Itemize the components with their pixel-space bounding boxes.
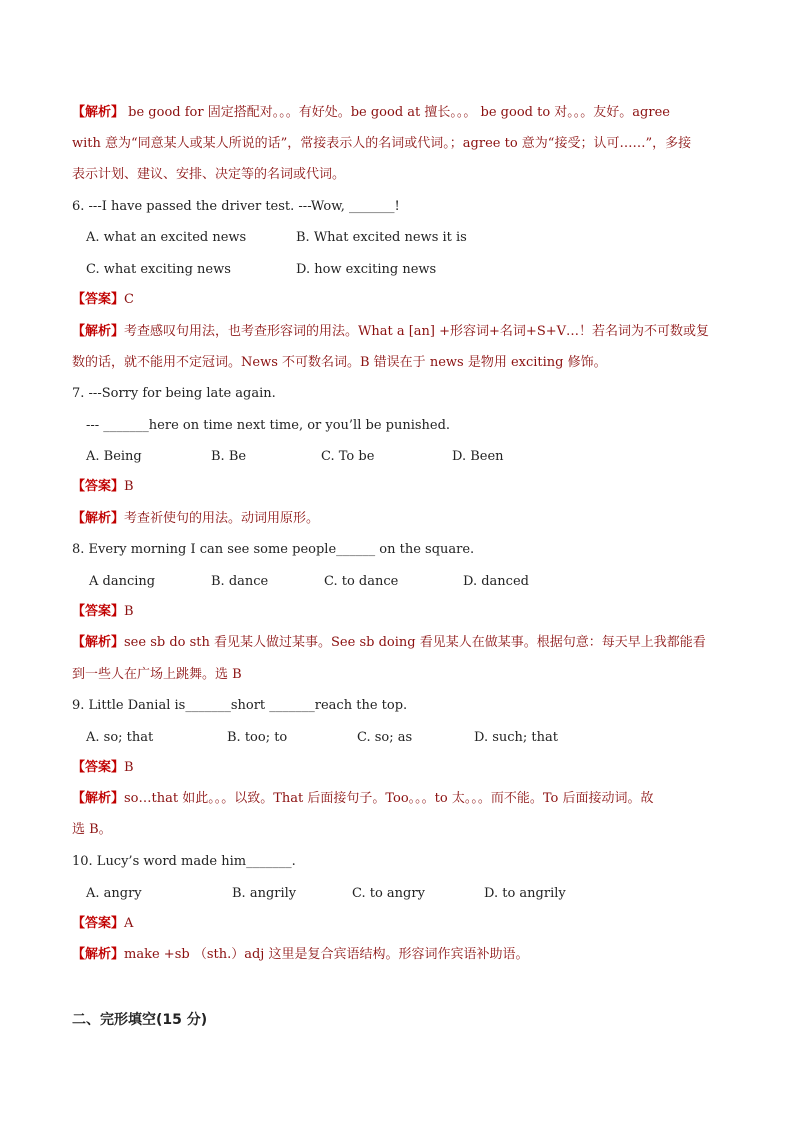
q8-option-c: C. to dance xyxy=(324,574,399,589)
answer-tag: 【答案】 xyxy=(72,604,125,619)
answer-value: B xyxy=(124,760,134,775)
answer-tag: 【答案】 xyxy=(72,292,125,307)
q7-analysis-line1 xyxy=(72,510,724,528)
analysis-tag: 【解析】 xyxy=(72,105,125,120)
q10-option-d: D. to angrily xyxy=(484,886,566,901)
analysis-5-line1 xyxy=(72,104,724,122)
analysis-5-line3: 表示计划、建议、安排、决定等的名词或代词。 xyxy=(72,167,346,182)
q7-option-b: B. Be xyxy=(211,449,247,464)
q9-answer xyxy=(72,759,724,777)
q10-analysis-line1 xyxy=(72,946,724,964)
question-9-stem: 9. Little Danial is_______short _______reach the top. xyxy=(72,698,408,713)
q8-analysis-line1 xyxy=(72,634,724,652)
q6-option-a: A. what an excited news xyxy=(86,230,247,245)
question-7-stem2: --- _______here on time next time, or you’ll be punished. xyxy=(86,418,451,433)
q9-option-a: A. so; that xyxy=(86,730,154,745)
question-10-stem: 10. Lucy’s word made him_______. xyxy=(72,854,296,869)
analysis-tag: 【解析】 xyxy=(72,635,125,650)
q8-option-b: B. dance xyxy=(211,574,269,589)
q6-option-b: B. What excited news it is xyxy=(296,230,467,245)
analysis-tag: 【解析】 xyxy=(72,947,125,962)
q10-answer xyxy=(72,915,724,933)
q6-answer xyxy=(72,291,724,309)
section-heading: 二、完形填空(15 分) xyxy=(72,1012,208,1028)
q8-analysis-line2: 到一些人在广场上跳舞。选 B xyxy=(72,667,242,682)
answer-value: C xyxy=(124,292,134,307)
q8-option-a: A dancing xyxy=(89,574,156,589)
q6-option-d: D. how exciting news xyxy=(296,262,437,277)
analysis-5-line2: with 意为“同意某人或某人所说的话”，常接表示人的名词或代词。；agree to 意为“接受；认可……”，多接 xyxy=(72,136,692,151)
answer-tag: 【答案】 xyxy=(72,479,125,494)
answer-tag: 【答案】 xyxy=(72,916,125,931)
analysis-tag: 【解析】 xyxy=(72,324,125,339)
analysis-text: 考查祈使句的用法。动词用原形。 xyxy=(124,511,320,526)
q9-analysis-line2: 选 B。 xyxy=(72,822,112,837)
q8-option-d: D. danced xyxy=(463,574,529,589)
q10-option-b: B. angrily xyxy=(232,886,297,901)
q9-option-b: B. too; to xyxy=(227,730,288,745)
analysis-tag: 【解析】 xyxy=(72,511,125,526)
q9-analysis-line1 xyxy=(72,790,724,808)
q6-option-c: C. what exciting news xyxy=(86,262,231,277)
question-7-stem: 7. ---Sorry for being late again. xyxy=(72,386,276,401)
question-6-stem: 6. ---I have passed the driver test. ---Wow, _______! xyxy=(72,199,400,214)
answer-value: A xyxy=(124,916,134,931)
q10-option-a: A. angry xyxy=(86,886,142,901)
q8-answer xyxy=(72,603,724,621)
analysis-text: be good for 固定搭配对。。。有好处。be good at 擅长。。。 be good to 对。。。友好。agree xyxy=(124,105,670,120)
question-8-stem: 8. Every morning I can see some people______ on the square. xyxy=(72,542,475,557)
answer-value: B xyxy=(124,604,134,619)
analysis-text: make +sb （sth.）adj 这里是复合宾语结构。形容词作宾语补助语。 xyxy=(124,947,529,962)
analysis-text: so…that 如此。。。以致。That 后面接句子。Too。。。to 太。。。而不能。To 后面接动词。故 xyxy=(124,791,654,806)
q6-analysis-line1 xyxy=(72,323,724,341)
q7-answer xyxy=(72,478,724,496)
answer-tag: 【答案】 xyxy=(72,760,125,775)
q7-option-d: D. Been xyxy=(452,449,504,464)
q7-option-a: A. Being xyxy=(86,449,142,464)
q7-option-c: C. To be xyxy=(321,449,375,464)
analysis-text: 考查感叹句用法，也考查形容词的用法。What a [an] +形容词+名词+S+V…！若名词为不可数或复 xyxy=(124,324,710,339)
q9-option-c: C. so; as xyxy=(357,730,413,745)
q6-analysis-line2: 数的话，就不能用不定冠词。News 不可数名词。B 错误在于 news 是物用 exciting 修饰。 xyxy=(72,355,607,370)
q9-option-d: D. such; that xyxy=(474,730,559,745)
q10-option-c: C. to angry xyxy=(352,886,425,901)
analysis-text: see sb do sth 看见某人做过某事。See sb doing 看见某人在做某事。根据句意：每天早上我都能看 xyxy=(124,635,706,650)
analysis-tag: 【解析】 xyxy=(72,791,125,806)
answer-value: B xyxy=(124,479,134,494)
